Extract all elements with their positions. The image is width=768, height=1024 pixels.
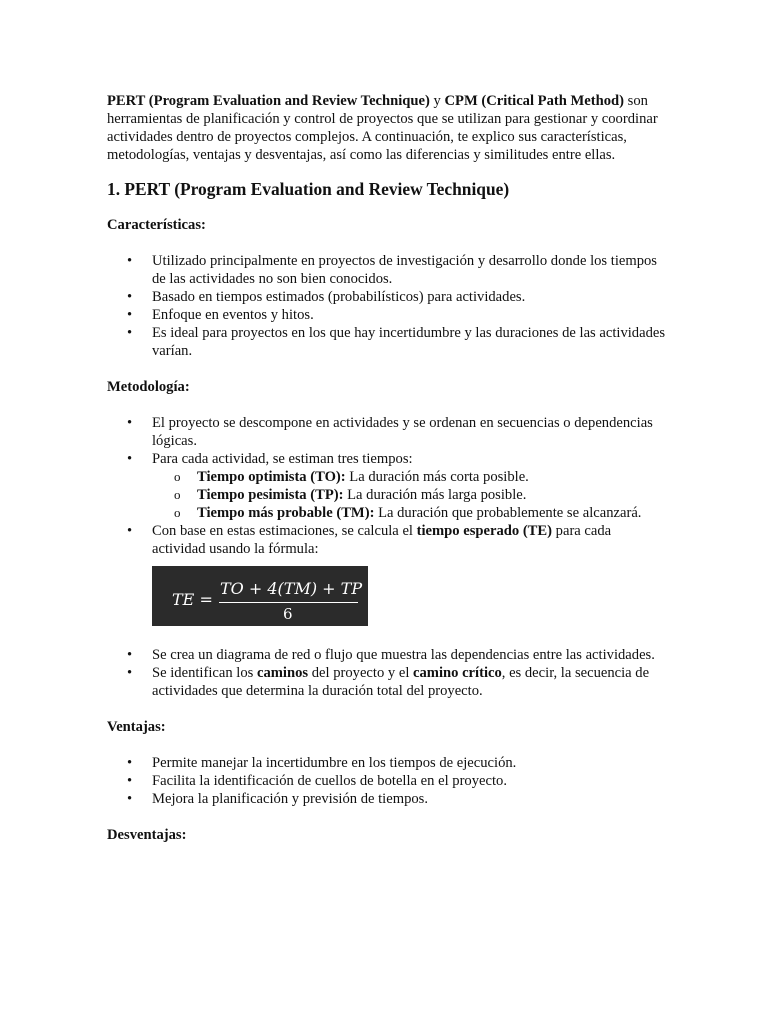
sublist-term: Tiempo pesimista (TP):: [197, 487, 344, 503]
list-item: • El proyecto se descompone en actividades y se ordenan en secuencias o dependencias lógicas.: [107, 414, 667, 450]
list-item: • Mejora la planificación y previsión de tiempos.: [107, 790, 667, 808]
sublist-text: La duración más corta posible.: [345, 469, 529, 485]
list-item: • Utilizado principalmente en proyectos de investigación y desarrollo donde los tiempos de las actividades no son bien conocidos.: [107, 252, 667, 288]
sublist-term: Tiempo más probable (TM):: [197, 505, 375, 521]
list-item: • Basado en tiempos estimados (probabilísticos) para actividades.: [107, 288, 667, 306]
sublist-item: [152, 504, 667, 522]
caracteristicas-list: [107, 252, 667, 360]
list-item: • Se crea un diagrama de red o flujo que muestra las dependencias entre las actividades.: [107, 646, 667, 664]
list-item-text: para cada actividad usando la fórmula:: [152, 523, 612, 557]
sublist-text: La duración que probablemente se alcanzará.: [374, 505, 642, 521]
list-item: • Facilita la identificación de cuellos de botella en el proyecto.: [107, 772, 667, 790]
section-title: 1. PERT (Program Evaluation and Review Technique): [107, 179, 510, 199]
time-estimates-sublist: [152, 468, 667, 522]
list-item-text: del proyecto y el: [308, 665, 414, 681]
caracteristicas-heading: Características:: [107, 217, 206, 233]
te-formula-image: [152, 566, 368, 626]
intro-term-pert: PERT (Program Evaluation and Review Technique): [107, 93, 430, 109]
formula-lhs: TE =: [172, 590, 213, 609]
list-item-bold: camino crítico: [413, 665, 502, 681]
intro-term-cpm: CPM (Critical Path Method): [444, 93, 625, 109]
intro-text: son herramientas de planificación y control de proyectos que se utilizan para gestionar y coordinar actividades dentro de proyectos complejos. A continuación, te explico sus características, metodologías, ventajas y desventajas, así como las diferencias y similitudes entre ellas.: [107, 93, 658, 163]
metodologia-heading: Metodología:: [107, 379, 190, 395]
sublist-text: La duración más larga posible.: [343, 487, 527, 503]
sublist-term: Tiempo optimista (TO):: [197, 469, 346, 485]
list-item: • Es ideal para proyectos en los que hay incertidumbre y las duraciones de las actividades varían.: [107, 324, 667, 360]
sublist-item: [152, 486, 667, 504]
list-item: [107, 450, 667, 522]
intro-conjunction: y: [429, 93, 445, 109]
list-item: • Enfoque en eventos y hitos.: [107, 306, 667, 324]
list-item: [107, 522, 667, 558]
formula-denominator: 6: [283, 605, 293, 623]
formula-fraction-bar: [219, 602, 358, 603]
list-item-bold: tiempo esperado (TE): [416, 523, 553, 539]
list-item-text: Con base en estas estimaciones, se calcula el: [152, 523, 417, 539]
ventajas-list: [107, 754, 667, 808]
metodologia-list-continued: [107, 646, 667, 700]
desventajas-heading: Desventajas:: [107, 827, 187, 843]
sublist-item: [152, 468, 667, 486]
document-body: [107, 92, 667, 862]
list-item-text: Se identifican los: [152, 665, 257, 681]
list-item-text: , es decir, la secuencia de actividades que determina la duración total del proyecto.: [152, 665, 650, 699]
list-item-bold: caminos: [256, 665, 309, 681]
formula-numerator: TO + 4(TM) + TP: [220, 579, 363, 598]
list-item: • Permite manejar la incertidumbre en los tiempos de ejecución.: [107, 754, 667, 772]
metodologia-list: [107, 414, 667, 558]
ventajas-heading: Ventajas:: [107, 719, 166, 735]
list-item: [107, 664, 667, 700]
list-item-text: Para cada actividad, se estiman tres tiempos:: [152, 451, 413, 467]
intro-paragraph: [107, 92, 667, 164]
